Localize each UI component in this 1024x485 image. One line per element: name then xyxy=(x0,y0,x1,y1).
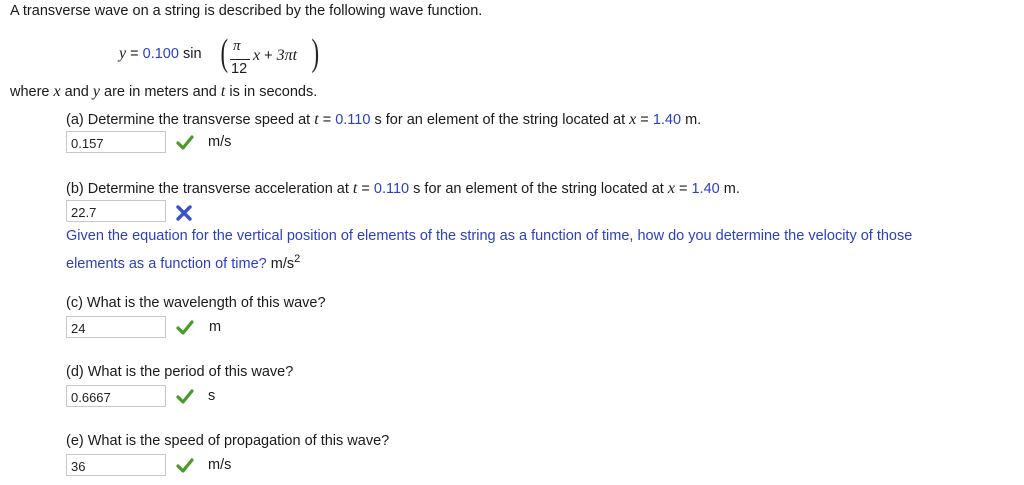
eq-x-var: x xyxy=(253,47,261,64)
answer-input-e[interactable]: 36 xyxy=(66,454,166,476)
hint-text-line1: Given the equation for the vertical position of elements of the string as a function of time, how do you determine the velocity of those xyxy=(66,228,913,244)
checkmark-icon xyxy=(176,134,194,152)
question-b: (b) Determine the transverse acceleration at t = 0.110 s for an element of the string located at x = 1.40 m. xyxy=(66,180,740,197)
eq-denominator: 12 xyxy=(231,61,248,77)
eq-y-var: y xyxy=(119,45,127,62)
eq-amplitude: 0.100 xyxy=(142,46,179,62)
intro-text: A transverse wave on a string is described by the following wave function. xyxy=(10,3,483,19)
answer-input-d[interactable]: 0.6667 xyxy=(66,385,166,407)
hint-text-line2: elements as a function of time? xyxy=(66,255,267,272)
eq-sin: sin xyxy=(182,46,202,62)
eq-omega-term: 3πt xyxy=(276,47,298,64)
eq-equals: = xyxy=(130,46,139,62)
answer-input-b[interactable]: 22.7 xyxy=(66,200,166,222)
question-a: (a) Determine the transverse speed at t = 0.110 s for an element of the string located at x = 1.40 m. xyxy=(66,111,702,128)
unit-label-a: m/s xyxy=(208,134,232,150)
question-e: (e) What is the speed of propagation of this wave? xyxy=(66,433,390,449)
eq-plus: + xyxy=(264,48,273,64)
units-description: where x and y are in meters and t is in seconds. xyxy=(10,83,318,100)
cross-icon xyxy=(175,204,193,222)
unit-label-d: s xyxy=(208,388,216,404)
checkmark-icon xyxy=(176,319,194,337)
eq-right-paren: ) xyxy=(311,32,320,74)
checkmark-icon xyxy=(176,388,194,406)
eq-left-paren: ( xyxy=(220,32,229,74)
unit-label-c: m xyxy=(209,319,222,335)
eq-numerator: π xyxy=(233,38,241,54)
question-c: (c) What is the wavelength of this wave? xyxy=(66,295,326,311)
answer-input-c[interactable]: 24 xyxy=(66,316,166,338)
unit-label-b: $m/s^2$ xyxy=(270,253,301,272)
hint-line2 xyxy=(66,253,300,272)
question-d: (d) What is the period of this wave? xyxy=(66,364,294,380)
eq-fraction-bar xyxy=(230,59,250,60)
answer-input-a[interactable]: 0.157 xyxy=(66,131,166,153)
checkmark-icon xyxy=(176,457,194,475)
unit-label-e: m/s xyxy=(208,457,232,473)
